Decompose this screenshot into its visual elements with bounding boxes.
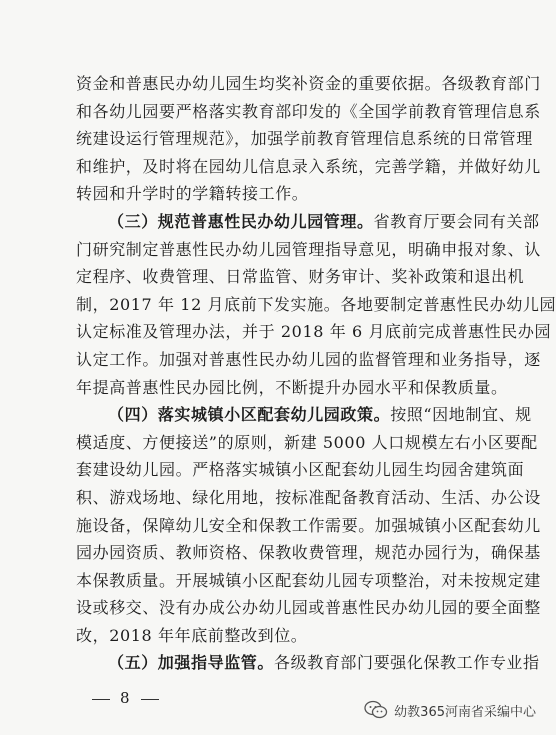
text-line: 本保教质量。开展城镇小区配套幼儿园专项整治，对未按规定建 [76, 570, 541, 590]
text-line: 统建设运行管理规范》，加强学前教育管理信息系统的日常管理 [76, 129, 533, 149]
page-number [82, 689, 169, 707]
wechat-channel-icon [364, 700, 388, 720]
section-3 [76, 208, 556, 401]
text-line: 设或移交、没有办成公办幼儿园或普惠性民办幼儿园的要全面整 [76, 598, 541, 618]
text-line: 模适度、方便接送”的原则，新建 5000 人口规模左右小区要配 [76, 432, 538, 452]
section-5 [76, 649, 540, 677]
text-span: 各级教育部门要强化保教工作专业指 [274, 653, 540, 673]
text-line: 门研究制定普惠性民办幼儿园管理指导意见，明确申报对象、认 [76, 239, 541, 259]
text-line: 认定工作。加强对普惠性民办幼儿园的监督管理和业务指导，逐 [76, 349, 541, 369]
section-4-first-line [76, 401, 532, 429]
text-line: 施设备，保障幼儿安全和保教工作需要。加强城镇小区配套幼儿 [76, 515, 541, 535]
page-number-value: 8 [120, 689, 131, 707]
text-line: 园办园资质、教师资格、保教收费管理，规范办园行为，确保基 [76, 543, 541, 563]
section-5-heading: （五）加强指导监管。 [108, 653, 275, 673]
paragraph-1 [76, 70, 541, 208]
text-line: 改，2018 年年底前整改到位。 [76, 625, 308, 645]
text-line: 积、游戏场地、绿化用地，按标准配备教育活动、生活、办公设 [76, 487, 541, 507]
text-line: 套建设幼儿园。严格落实城镇小区配套幼儿园生均园舍建筑面 [76, 460, 525, 480]
watermark [364, 700, 536, 720]
dash-right [141, 699, 159, 700]
text-line: 和各幼儿园要严格落实教育部印发的《全国学前教育管理信息系 [76, 101, 541, 121]
document-body [76, 70, 556, 677]
text-span: 省教育厅要会同有关部 [373, 211, 540, 231]
text-line: 年提高普惠性民办园比例，不断提升办园水平和保教质量。 [76, 377, 508, 397]
watermark-text: 幼教365河南省采编中心 [394, 704, 536, 720]
section-4 [76, 401, 541, 649]
text-line: 制，2017 年 12 月底前下发实施。各地要制定普惠性民办幼儿园 [76, 294, 556, 314]
dash-left [92, 699, 110, 700]
text-span: 按照“因地制宜、规 [390, 405, 532, 425]
text-line: 认定标准及管理办法，并于 2018 年 6 月底前完成普惠性民办园 [76, 322, 552, 342]
text-line: 定程序、收费管理、日常监管、财务审计、奖补政策和退出机 [76, 267, 525, 287]
section-4-heading: （四）落实城镇小区配套幼儿园政策。 [108, 405, 391, 425]
section-3-first-line [76, 208, 540, 236]
text-line: 资金和普惠民办幼儿园生均奖补资金的重要依据。各级教育部门 [76, 74, 541, 93]
text-line: 转园和升学时的学籍转接工作。 [76, 184, 309, 204]
section-5-first-line [76, 649, 540, 677]
text-line: 和维护，及时将在园幼儿信息录入系统，完善学籍，并做好幼儿 [76, 156, 541, 176]
section-3-heading: （三）规范普惠性民办幼儿园管理。 [108, 211, 374, 231]
